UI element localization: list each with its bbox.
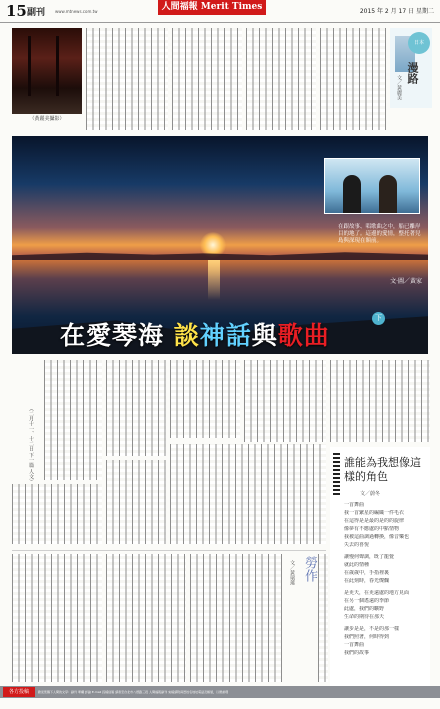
poem-author: 文／蔚冬 xyxy=(360,491,381,497)
feature-author: 文‧圖／黃家 xyxy=(390,278,422,285)
photo-caption: （黃麗美攝影） xyxy=(29,116,65,122)
feature-title-part: 談 xyxy=(173,321,200,350)
page-number: 15 xyxy=(6,2,27,20)
poem-title: 誰能為我想像這樣的角色 xyxy=(344,456,421,483)
person-figure xyxy=(379,175,397,213)
poem-line: 我們的故事 xyxy=(344,650,370,656)
article-text-block xyxy=(320,28,386,130)
poem-line: 我被這曲調過轉換，像音樂也 xyxy=(344,534,410,540)
article-text-block xyxy=(190,554,282,682)
photo-shadow xyxy=(56,36,59,96)
section-name: 副刊 xyxy=(27,8,46,18)
issue-date: 2015 年 2 月 17 日 星期二 xyxy=(359,8,434,15)
poem-line: 我一首繁星的編織一件毛衣 xyxy=(344,510,405,516)
poem-line: 在這得是是最的是的的旋律 xyxy=(344,518,405,524)
footer-tag: 各方投稿 xyxy=(3,687,35,697)
article-text-block xyxy=(246,28,316,130)
poem-line: 此處，我們的曠野 xyxy=(344,606,385,612)
feature-title-part: 歌曲 xyxy=(277,321,330,350)
series-badge: 下 xyxy=(372,312,385,325)
poem-line: 在此刻時，春光燦爛 xyxy=(344,578,390,584)
poem-line: 在歲歲中，手指裡裏 xyxy=(344,570,390,576)
article-text-block xyxy=(170,444,326,544)
poem-line: 生命的期待在那天 xyxy=(344,614,385,620)
decorative-bar-icon xyxy=(333,451,340,495)
page-header xyxy=(0,0,440,23)
poem-line: 就此的情種 xyxy=(344,562,370,568)
feature-title-part: 在愛琴海 xyxy=(60,321,165,350)
article-text-block xyxy=(244,360,326,442)
article-title: 漫路 xyxy=(406,62,419,84)
poem-line: 像夢有不應處的中點情物 xyxy=(344,526,400,532)
poem-line: 一首舞曲 xyxy=(344,502,365,508)
poem-line: 失去的喜悅 xyxy=(344,542,370,548)
article-tag: 日本 xyxy=(408,32,430,54)
article-text-block xyxy=(44,360,102,480)
newspaper-logo: 人間福報 Merit Times xyxy=(158,0,266,15)
article-text-block xyxy=(318,554,328,682)
divider xyxy=(12,550,326,551)
poem-line: 一首舞曲 xyxy=(344,642,365,648)
feature-title-part: 神話 xyxy=(199,321,252,350)
photo-shadow xyxy=(28,36,31,96)
website-url[interactable]: www.mtnews.com.tw xyxy=(55,9,98,14)
footer-text: 歡迎您賜下人間的文學：副刊 專欄 評論 E-mail 投稿信箱 請寄至台北市八德路三段 人間福報副刊 來稿請附真實姓名地址電話及帳號，以便處理 xyxy=(38,690,229,694)
couple-photo xyxy=(324,158,420,214)
article-text-block xyxy=(106,360,166,456)
sun-reflection xyxy=(208,260,220,300)
poem-line: 我們照著，何時得到 xyxy=(344,634,390,640)
person-figure xyxy=(343,175,361,213)
article-text-block xyxy=(330,360,430,442)
poem-line: 是更天，在更遠處的地方見面 xyxy=(344,590,410,596)
article-text-block xyxy=(106,554,186,682)
poem-line: 讓慢何聲調，既了龍覺 xyxy=(344,554,395,560)
article-footnote: （二月十一、十二日 下一篇 人文） xyxy=(28,406,34,485)
article-text-block xyxy=(172,28,242,130)
article-text-block xyxy=(12,484,102,544)
poem-line: 在另一個遙遠的季節 xyxy=(344,598,390,604)
theater-photo xyxy=(12,28,82,114)
article-text-block xyxy=(170,360,240,438)
side-article-title: 勞作 xyxy=(302,556,317,582)
page-footer xyxy=(0,686,440,698)
article-text-block xyxy=(12,554,102,682)
article-text-block xyxy=(106,460,166,544)
feature-title xyxy=(60,316,330,352)
article-author: 文／黃麗美 xyxy=(396,75,402,100)
feature-title-part: 與 xyxy=(251,321,278,350)
side-article-author: 文／黃瑞蓮 xyxy=(289,560,295,585)
poem-line: 讓步是是，不是的那一樣 xyxy=(344,626,400,632)
hero-photo-caption: 在跟故事、唱歌曲之中，船已離岸目的地了。這邊的愛情，整托著兒島與深現在額前。 xyxy=(338,224,421,244)
article-text-block xyxy=(86,28,168,130)
